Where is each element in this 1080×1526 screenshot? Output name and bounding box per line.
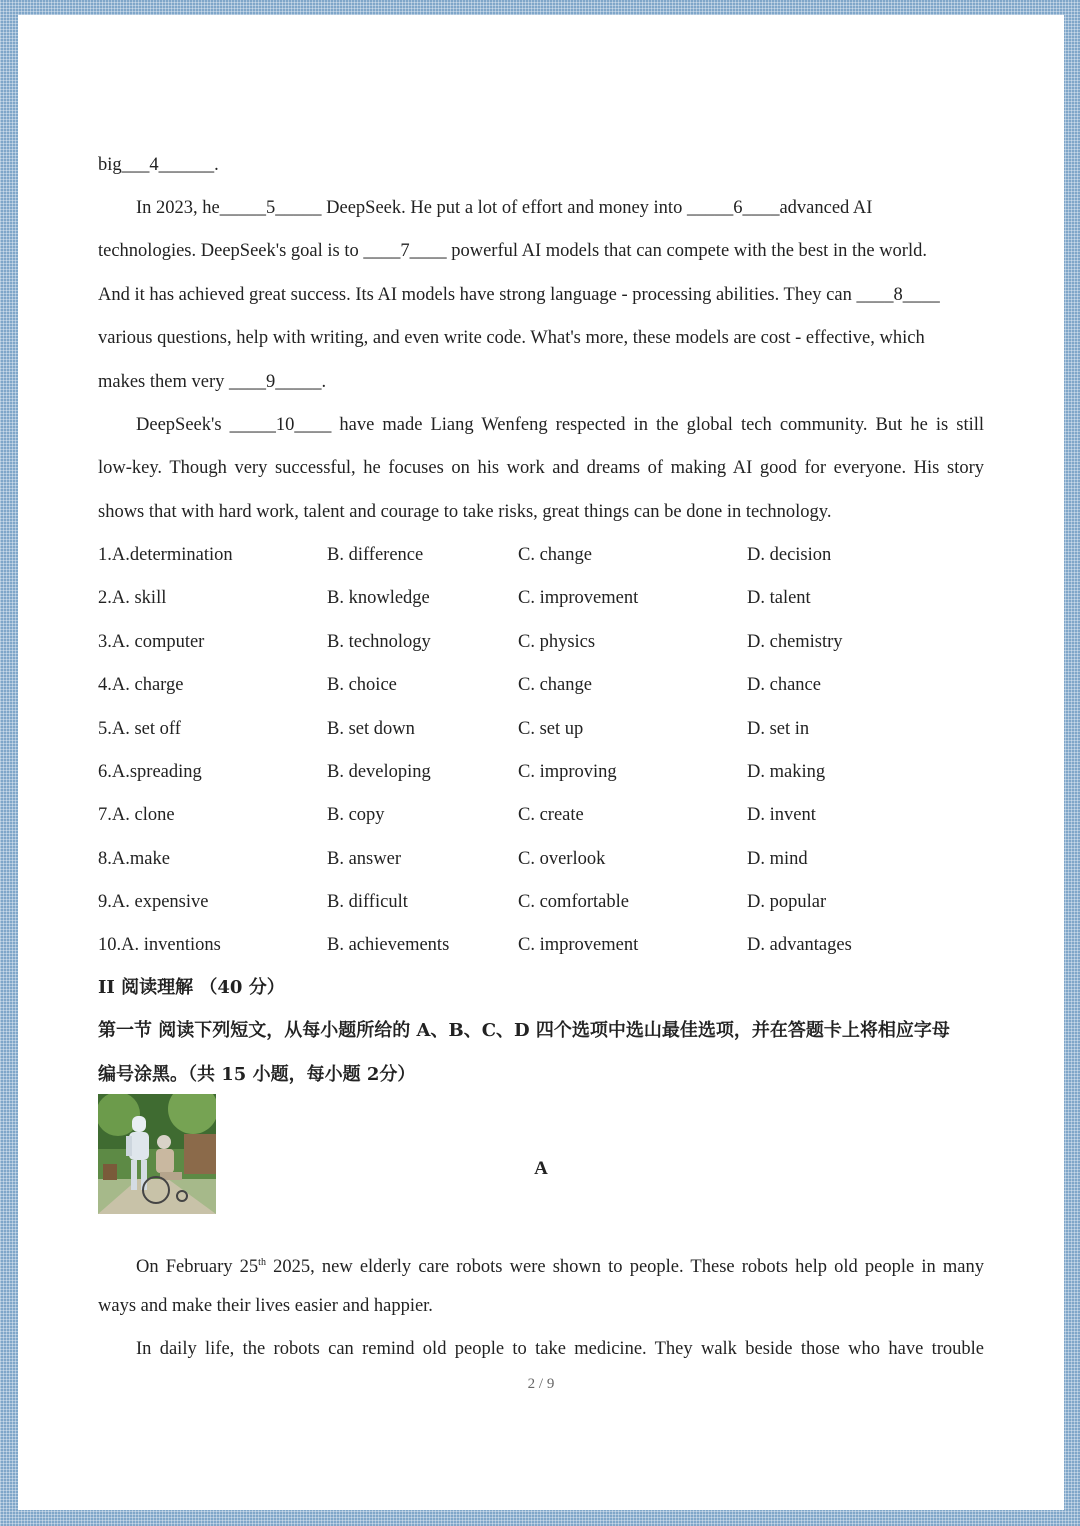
article-paragraph-text: 2025, new elderly care robots were shown to people. These robots help old people in many (265, 1257, 984, 1278)
article-paragraph-line: ways and make their lives easier and happier. (98, 1296, 433, 1316)
passage-line: DeepSeek's _____10____ have made Liang Wenfeng respected in the global tech community. But he is still (136, 415, 984, 435)
option-a: 10.A. inventions (98, 935, 221, 955)
option-c: C. improvement (518, 935, 639, 955)
passage-line: technologies. DeepSeek's goal is to ____7____ powerful AI models that can compete with the best in the world. (98, 241, 927, 261)
option-c: C. create (518, 805, 584, 825)
option-d: D. set in (747, 719, 810, 739)
passage-line: In 2023, he_____5_____ DeepSeek. He put a lot of effort and money into _____6____advanced AI (136, 198, 873, 218)
page-number: 2 / 9 (527, 1376, 555, 1392)
option-c: C. physics (518, 632, 596, 652)
option-row (98, 543, 984, 567)
option-row (98, 717, 984, 741)
option-c: C. set up (518, 719, 584, 739)
option-row (98, 586, 984, 610)
option-row (98, 847, 984, 871)
article-label: A (534, 1158, 548, 1179)
option-d: D. decision (747, 545, 832, 565)
option-d: D. chemistry (747, 632, 843, 652)
option-d: D. popular (747, 892, 827, 912)
option-a: 8.A.make (98, 849, 170, 869)
article-paragraph-line: In daily life, the robots can remind old people to take medicine. They walk beside those who have trouble (136, 1339, 984, 1359)
option-b: B. set down (327, 719, 415, 739)
option-b: B. answer (327, 849, 401, 869)
option-row (98, 933, 984, 957)
section-title: II 阅读理解 （40 分） (98, 977, 285, 998)
document-page (18, 15, 1064, 1510)
passage-line: big___4______. (98, 155, 219, 175)
article-date-superscript: th (258, 1257, 266, 1268)
option-a: 9.A. expensive (98, 892, 209, 912)
option-c: C. improvement (518, 588, 639, 608)
passage-line: And it has achieved great success. Its AI models have strong language - processing abilities. They can ____8____ (98, 285, 940, 305)
option-a: 6.A.spreading (98, 762, 202, 782)
option-d: D. making (747, 762, 826, 782)
option-a: 5.A. set off (98, 719, 181, 739)
passage-line: shows that with hard work, talent and courage to take risks, great things can be done in technology. (98, 502, 832, 522)
article-image (98, 1094, 216, 1214)
option-a: 1.A.determination (98, 545, 233, 565)
option-b: B. knowledge (327, 588, 430, 608)
article-date-prefix: On February 25 (136, 1257, 259, 1278)
option-row (98, 803, 984, 827)
passage-line: makes them very ____9_____. (98, 372, 327, 392)
option-b: B. copy (327, 805, 385, 825)
option-d: D. talent (747, 588, 811, 608)
passage-line: various questions, help with writing, and even write code. What's more, these models are cost - effective, which (98, 328, 925, 348)
option-d: D. advantages (747, 935, 852, 955)
option-row (98, 630, 984, 654)
option-a: 3.A. computer (98, 632, 205, 652)
option-b: B. difficult (327, 892, 408, 912)
option-c: C. comfortable (518, 892, 629, 912)
option-b: B. achievements (327, 935, 450, 955)
option-c: C. change (518, 675, 592, 695)
option-a: 7.A. clone (98, 805, 175, 825)
option-b: B. technology (327, 632, 431, 652)
option-row (98, 760, 984, 784)
section-instruction: 编号涂黑。（共 15 小题，每小题 2分） (98, 1064, 416, 1085)
option-c: C. change (518, 545, 592, 565)
option-d: D. invent (747, 805, 816, 825)
robot-wheelchair-illustration (98, 1094, 216, 1214)
option-row (98, 673, 984, 697)
option-b: B. developing (327, 762, 431, 782)
option-a: 4.A. charge (98, 675, 184, 695)
option-c: C. overlook (518, 849, 606, 869)
option-b: B. choice (327, 675, 397, 695)
section-instruction: 第一节 阅读下列短文，从每小题所给的 A、B、C、D 四个选项中选山最佳选项，并在答题卡上将相应字母 (98, 1020, 950, 1041)
option-b: B. difference (327, 545, 424, 565)
option-row (98, 890, 984, 914)
article-paragraph-line (98, 1251, 984, 1279)
passage-line: low-key. Though very successful, he focuses on his work and dreams of making AI good for everyone. His story (98, 458, 984, 478)
option-a: 2.A. skill (98, 588, 167, 608)
options-table (98, 543, 984, 983)
option-c: C. improving (518, 762, 617, 782)
option-d: D. chance (747, 675, 821, 695)
option-d: D. mind (747, 849, 808, 869)
